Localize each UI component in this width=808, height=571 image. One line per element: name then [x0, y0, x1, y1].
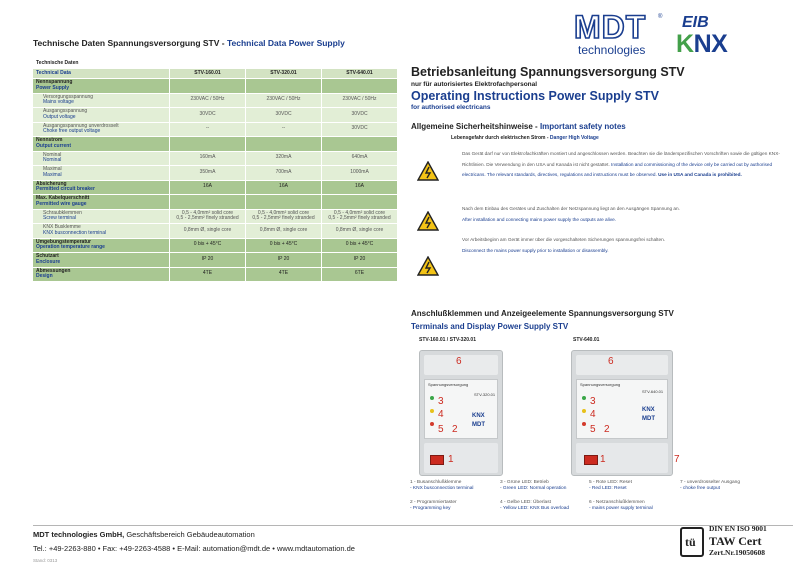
section-label-en: Power Supply	[36, 84, 70, 91]
subtitle-de: nur für autorisiertes Elektrofachpersonal	[411, 81, 538, 88]
section-label-en: Enclosure	[36, 258, 61, 265]
table-header-de: Technische Daten	[36, 59, 79, 66]
table-cell	[169, 195, 245, 209]
marker-3: 3	[438, 396, 444, 407]
section-label-de: Nennstrom	[36, 137, 63, 143]
table-cell: 230VAC / 50Hz	[321, 94, 397, 108]
table-cell: 6TE	[321, 268, 397, 282]
legend-item-1: 1 - Busanschlußklemme - KNX busconnection terminal	[410, 480, 474, 491]
marker-3: 3	[590, 396, 596, 407]
table-row	[33, 123, 397, 138]
section-label-de: Absicherung	[36, 180, 67, 187]
table-cell: --	[169, 123, 245, 137]
column-stv-320: STV-320.01	[245, 69, 321, 78]
table-cell: 0,5 - 4,0mm² solid core 0,5 - 2,5mm² finely stranded	[169, 210, 245, 224]
column-stv-160: STV-160.01	[169, 69, 245, 78]
knx-bus-terminal	[430, 455, 444, 465]
table-section-row	[33, 137, 397, 152]
title-de: Betriebsanleitung Spannungsversorgung STV	[411, 65, 685, 79]
marker-5: 5	[590, 424, 596, 435]
section-label	[33, 137, 169, 151]
table-cell: 0,8mm Ø, single core	[169, 224, 245, 238]
table-cell: 700mA	[245, 166, 321, 180]
registered-mark: ®	[658, 14, 663, 20]
section-label-de: Umgebungstemperatur	[36, 238, 92, 245]
certification-logo: tü	[680, 527, 704, 557]
table-header-en: Technical Data	[36, 69, 71, 76]
knx-logo-k: K	[676, 30, 694, 58]
table-row	[33, 94, 397, 109]
section-label-de: Max. Kabelquerschnitt	[36, 195, 90, 201]
table-cell: 16A	[169, 181, 245, 195]
table-cell	[169, 79, 245, 93]
table-cell	[321, 79, 397, 93]
mdt-logo	[574, 9, 666, 58]
section-label	[33, 268, 169, 282]
section-label-en: Permitted wire gauge	[36, 200, 87, 207]
row-label-en: Screw terminal	[43, 215, 77, 222]
eib-logo-text: EIB	[682, 14, 709, 31]
table-cell: 160mA	[169, 152, 245, 166]
mdt-logo-letters: MDT	[574, 9, 647, 45]
table-cell: 230VAC / 50Hz	[245, 94, 321, 108]
row-label	[33, 94, 169, 108]
table-cell	[321, 195, 397, 209]
device-mdt-logo: MDT	[642, 416, 655, 422]
table-row	[33, 108, 397, 123]
red-led	[582, 422, 586, 426]
row-label-en: Nominal	[43, 157, 62, 164]
row-label-de: Ausgangsspannung unverdrosselt	[43, 122, 119, 129]
footer-stand: Stand: 0313	[33, 558, 58, 563]
legend-item-7: 7 - unverdrosselter Ausgang - choke free output	[680, 480, 740, 491]
table-body	[33, 79, 397, 282]
spec-table	[33, 59, 397, 282]
section-label-de: Schutzart	[36, 253, 59, 259]
table-section-row	[33, 268, 397, 283]
footer-divider	[33, 525, 793, 526]
marker-7: 7	[674, 454, 680, 465]
table-cell: 320mA	[245, 152, 321, 166]
column-stv-640: STV-640.01	[321, 69, 397, 78]
section-label-en: Permitted circuit breaker	[36, 186, 95, 193]
table-section-row	[33, 239, 397, 254]
warning-triangle-icon	[417, 211, 439, 231]
table-cell: 1000mA	[321, 166, 397, 180]
row-label-en: Mains voltage	[43, 99, 74, 106]
cert-number: Zert.Nr.19050608	[709, 548, 765, 557]
section-label-en: Output current	[36, 142, 71, 149]
device-label-1: STV-160.01 / STV-320.01	[419, 337, 476, 343]
table-section-row	[33, 79, 397, 94]
device-image-stv-320	[419, 350, 503, 476]
table-cell	[169, 137, 245, 151]
row-label-de: KNX Busklemme	[43, 224, 81, 230]
warning-triangle-icon	[417, 161, 439, 181]
safety-paragraph-2: Nach dem Einbau des Gerätes und Zuschalten der Netzspannung liegt an den Ausgängen Spannung an. After installation and connecting mains power supply the outputs are alive.	[462, 206, 680, 222]
row-label-de: Nominal	[43, 151, 62, 158]
table-row	[33, 210, 397, 225]
legend-item-2: 2 - Programmiertaster - Programming key	[410, 500, 457, 511]
device-heading-text: Spannungsversorgung	[580, 382, 621, 387]
marker-1: 1	[448, 454, 454, 465]
footer-contact: Tel.: +49-2263-880 • Fax: +49-2263-4588 • E-Mail: automation@mdt.de • www.mdtautomation.de	[33, 544, 355, 553]
section-label	[33, 195, 169, 209]
legend-item-5: 5 - Rote LED: Reset - Red LED: Reset	[589, 480, 632, 491]
table-section-row	[33, 195, 397, 210]
table-cell: 4TE	[245, 268, 321, 282]
section-label-en: Operation temperature range	[36, 244, 105, 251]
row-label	[33, 108, 169, 122]
knx-logo	[676, 14, 748, 60]
table-cell	[321, 137, 397, 151]
yellow-led	[430, 409, 434, 413]
section-label	[33, 181, 169, 195]
certification-badge	[680, 524, 772, 564]
safety-paragraph-3: Vor Arbeitsbeginn am Gerät immer über die vorgeschalteten Sicherungen spannungsfrei schalten. Disconnect the mains power supply prior to installation or disassembly.	[462, 237, 665, 253]
device-model-text: STV-640.01	[642, 389, 664, 394]
row-label-en: Maximal	[43, 171, 62, 178]
table-header-row	[33, 59, 397, 69]
table-cell: --	[245, 123, 321, 137]
warning-triangle-icon	[417, 256, 439, 276]
table-cell: 30VDC	[321, 108, 397, 122]
safety-heading: Allgemeine Sicherheitshinweise - Important safety notes	[411, 122, 626, 131]
marker-4: 4	[590, 409, 596, 420]
terminals-heading-en: Terminals and Display Power Supply STV	[411, 322, 569, 331]
table-cell: 0,8mm Ø, single core	[245, 224, 321, 238]
table-cell: 0 bis + 45°C	[321, 239, 397, 253]
table-cell: 30VDC	[245, 108, 321, 122]
table-cell: 16A	[321, 181, 397, 195]
row-label	[33, 224, 169, 238]
table-section-row	[33, 253, 397, 268]
table-cell: 4TE	[169, 268, 245, 282]
section-label-de: Abmessungen	[36, 267, 71, 274]
marker-6: 6	[608, 356, 614, 367]
table-cell: 0 bis + 45°C	[245, 239, 321, 253]
device-front-panel	[424, 379, 498, 439]
device-image-stv-640	[571, 350, 673, 476]
row-label-de: Versorgungsspannung	[43, 93, 94, 100]
cert-iso: DIN EN ISO 9001	[709, 524, 767, 533]
table-row	[33, 224, 397, 239]
device-knx-logo: KNX	[642, 407, 655, 413]
table-cell: 0,5 - 4,0mm² solid core 0,5 - 2,5mm² finely stranded	[321, 210, 397, 224]
knx-logo-nx: NX	[693, 30, 728, 58]
device-label-2: STV-640.01	[573, 337, 600, 343]
table-cell: 30VDC	[321, 123, 397, 137]
table-section-row	[33, 181, 397, 196]
cert-taw: TAW Cert	[709, 534, 762, 548]
marker-6: 6	[456, 356, 462, 367]
terminals-heading-de: Anschlußklemmen und Anzeigeelemente Spannungsversorgung STV	[411, 309, 674, 318]
device-heading-text: Spannungsversorgung	[428, 382, 469, 387]
marker-2: 2	[452, 424, 458, 435]
yellow-led	[582, 409, 586, 413]
table-cell	[245, 137, 321, 151]
table-cell: IP 20	[169, 253, 245, 267]
row-label-en: KNX busconnection terminal	[43, 229, 107, 236]
marker-1: 1	[600, 454, 606, 465]
row-label-de: Schraubklemmen	[43, 209, 82, 216]
device-top-terminals	[576, 355, 668, 375]
safety-paragraph-1: Das Gerät darf nur von Elektrofachkräften montiert und angeschlossen werden. Beachten sie die länderspezifischen Vorschriften sowie die gültigen KNX-Richtlinien. Die Verwendung in den USA und Kanada ist nicht gestattet. Installation and commissioning of the device only be carried out by authorised electricans. The relevant standards, directives, regulations and instructions must be observed. Use in USA and Canada is prohibited.	[462, 151, 780, 177]
title-en: Operating Instructions Power Supply STV	[411, 89, 659, 103]
legend-item-4: 4 - Gelbe LED: Überlast - Yellow LED: KNX Bus overload	[500, 500, 570, 511]
mdt-logo-subtitle: technologies	[578, 43, 646, 57]
marker-2: 2	[604, 424, 610, 435]
table-cell	[245, 195, 321, 209]
row-label	[33, 123, 169, 137]
left-title: Technische Daten Spannungsversorgung STV - Technical Data Power Supply	[33, 38, 345, 48]
row-label	[33, 166, 169, 180]
green-led	[430, 396, 434, 400]
table-row	[33, 152, 397, 167]
row-label-en: Choke free output voltage	[43, 128, 101, 135]
table-cell	[245, 79, 321, 93]
row-label	[33, 210, 169, 224]
footer-company: MDT technologies GmbH, Geschäftsbereich Gebäudeautomation	[33, 530, 255, 539]
danger-heading: Lebensgefahr durch elektrischen Strom - Danger High Voltage	[451, 135, 599, 141]
legend-item-6: 6 - Netzanschlußklemmen - mains power supply terminal	[589, 500, 653, 511]
table-cell: 0 bis + 45°C	[169, 239, 245, 253]
subtitle-en: for authorised electricans	[411, 104, 491, 111]
table-cell: 30VDC	[169, 108, 245, 122]
section-label	[33, 253, 169, 267]
section-label	[33, 239, 169, 253]
knx-logo-text	[676, 32, 748, 56]
table-cell: 350mA	[169, 166, 245, 180]
table-cell: 16A	[245, 181, 321, 195]
marker-4: 4	[438, 409, 444, 420]
table-cell: 230VAC / 50Hz	[169, 94, 245, 108]
red-led	[430, 422, 434, 426]
section-label-de: Nennspannung	[36, 79, 73, 85]
table-cell: 640mA	[321, 152, 397, 166]
table-cell: IP 20	[321, 253, 397, 267]
table-cell: 0,5 - 4,0mm² solid core 0,5 - 2,5mm² finely stranded	[245, 210, 321, 224]
table-cell: 0,8mm Ø, single core	[321, 224, 397, 238]
device-model-text: STV-320.01	[474, 392, 496, 397]
section-label-en: Design	[36, 273, 53, 280]
table-columns-row	[33, 69, 397, 79]
device-knx-logo: KNX	[472, 413, 485, 419]
row-label-en: Output voltage	[43, 113, 76, 120]
legend-item-3: 3 - Grüne LED: Betrieb - Green LED: Normal operation	[500, 480, 567, 491]
marker-5: 5	[438, 424, 444, 435]
green-led	[582, 396, 586, 400]
row-label-de: Ausgangsspannung	[43, 108, 88, 114]
knx-bus-terminal	[584, 455, 598, 465]
section-label	[33, 79, 169, 93]
table-cell: IP 20	[245, 253, 321, 267]
row-label-de: Maximal	[43, 166, 62, 172]
device-mdt-logo: MDT	[472, 422, 485, 428]
table-row	[33, 166, 397, 181]
row-label	[33, 152, 169, 166]
